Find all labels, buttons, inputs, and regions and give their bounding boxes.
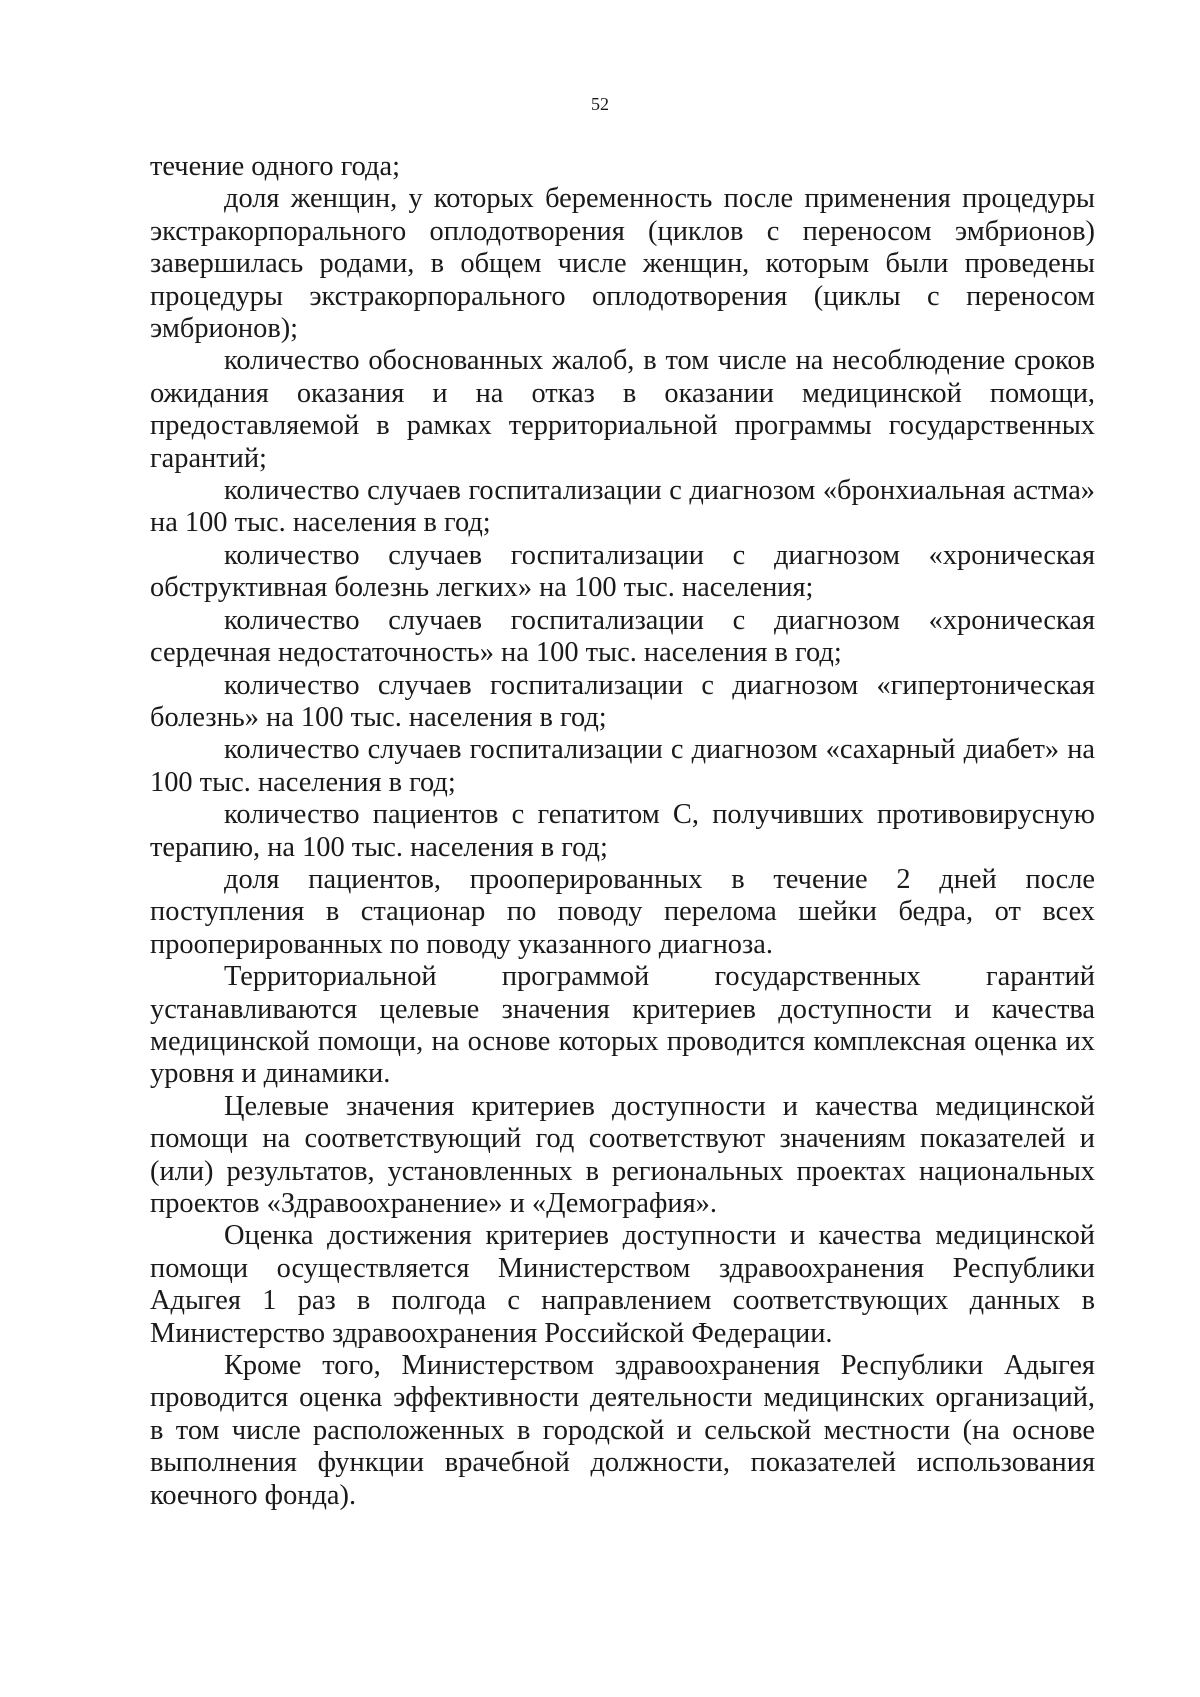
paragraph-heart-failure: количество случаев госпитализации с диагнозом «хроническая сердечная недостаточность» на 100 тыс. населения в год;	[150, 604, 1095, 669]
paragraph-hip-fracture: доля пациентов, прооперированных в течение 2 дней после поступления в стационар по поводу перелома шейки бедра, от всех прооперированных по поводу указанного диагноза.	[150, 863, 1095, 960]
paragraph-diabetes: количество случаев госпитализации с диагнозом «сахарный диабет» на 100 тыс. населения в год;	[150, 734, 1095, 798]
paragraph-complaints: количество обоснованных жалоб, в том числе на несоблюдение сроков ожидания оказания и на отказ в оказании медицинской помощи, предоставляемой в рамках территориальной программы государственных гарантий;	[150, 345, 1095, 474]
paragraph-asthma: количество случаев госпитализации с диагнозом «бронхиальная астма» на 100 тыс. населения в год;	[150, 475, 1095, 539]
paragraph-efficiency: Кроме того, Министерством здравоохранения Республики Адыгея проводится оценка эффективности деятельности медицинских организаций, в том числе расположенных в городской и сельской местности (на основе выполнения функции врачебной должности, показателей использования коечного фонда).	[150, 1350, 1095, 1511]
paragraph-copd: количество случаев госпитализации с диагнозом «хроническая обструктивная болезнь легких» на 100 тыс. населения;	[150, 539, 1095, 604]
paragraph-assessment: Оценка достижения критериев доступности и качества медицинской помощи осуществляется Министерством здравоохранения Республики Адыгея 1 раз в полгода с направлением соответствующих данных в Министерство здравоохранения Российской Федерации.	[150, 1220, 1095, 1349]
paragraph-hypertension: количество случаев госпитализации с диагнозом «гипертоническая болезнь» на 100 тыс. населения в год;	[150, 669, 1095, 733]
paragraph-target-values: Территориальной программой государственных гарантий устанавливаются целевые значения критериев доступности и качества медицинской помощи, на основе которых проводится комплексная оценка их уровня и динамики.	[150, 961, 1095, 1090]
page-number: 52	[591, 94, 609, 114]
paragraph-eco-share: доля женщин, у которых беременность после применения процедуры экстракорпорального оплодотворения (циклов с переносом эмбрионов) завершилась родами, в общем числе женщин, которым были проведены процедуры экстракорпорального оплодотворения (циклы с переносом эмбрионов);	[150, 183, 1095, 345]
paragraph-national-projects: Целевые значения критериев доступности и качества медицинской помощи на соответствующий год соответствуют значениям показателей и (или) результатов, установленных в региональных проектах национальных проектов «Здравоохранение» и «Демография».	[150, 1090, 1095, 1219]
paragraph-hepatitis-c: количество пациентов с гепатитом С, получивших противовирусную терапию, на 100 тыс. населения в год;	[150, 799, 1095, 863]
document-body	[150, 151, 1095, 1512]
paragraph-continuation: течение одного года;	[150, 151, 400, 182]
